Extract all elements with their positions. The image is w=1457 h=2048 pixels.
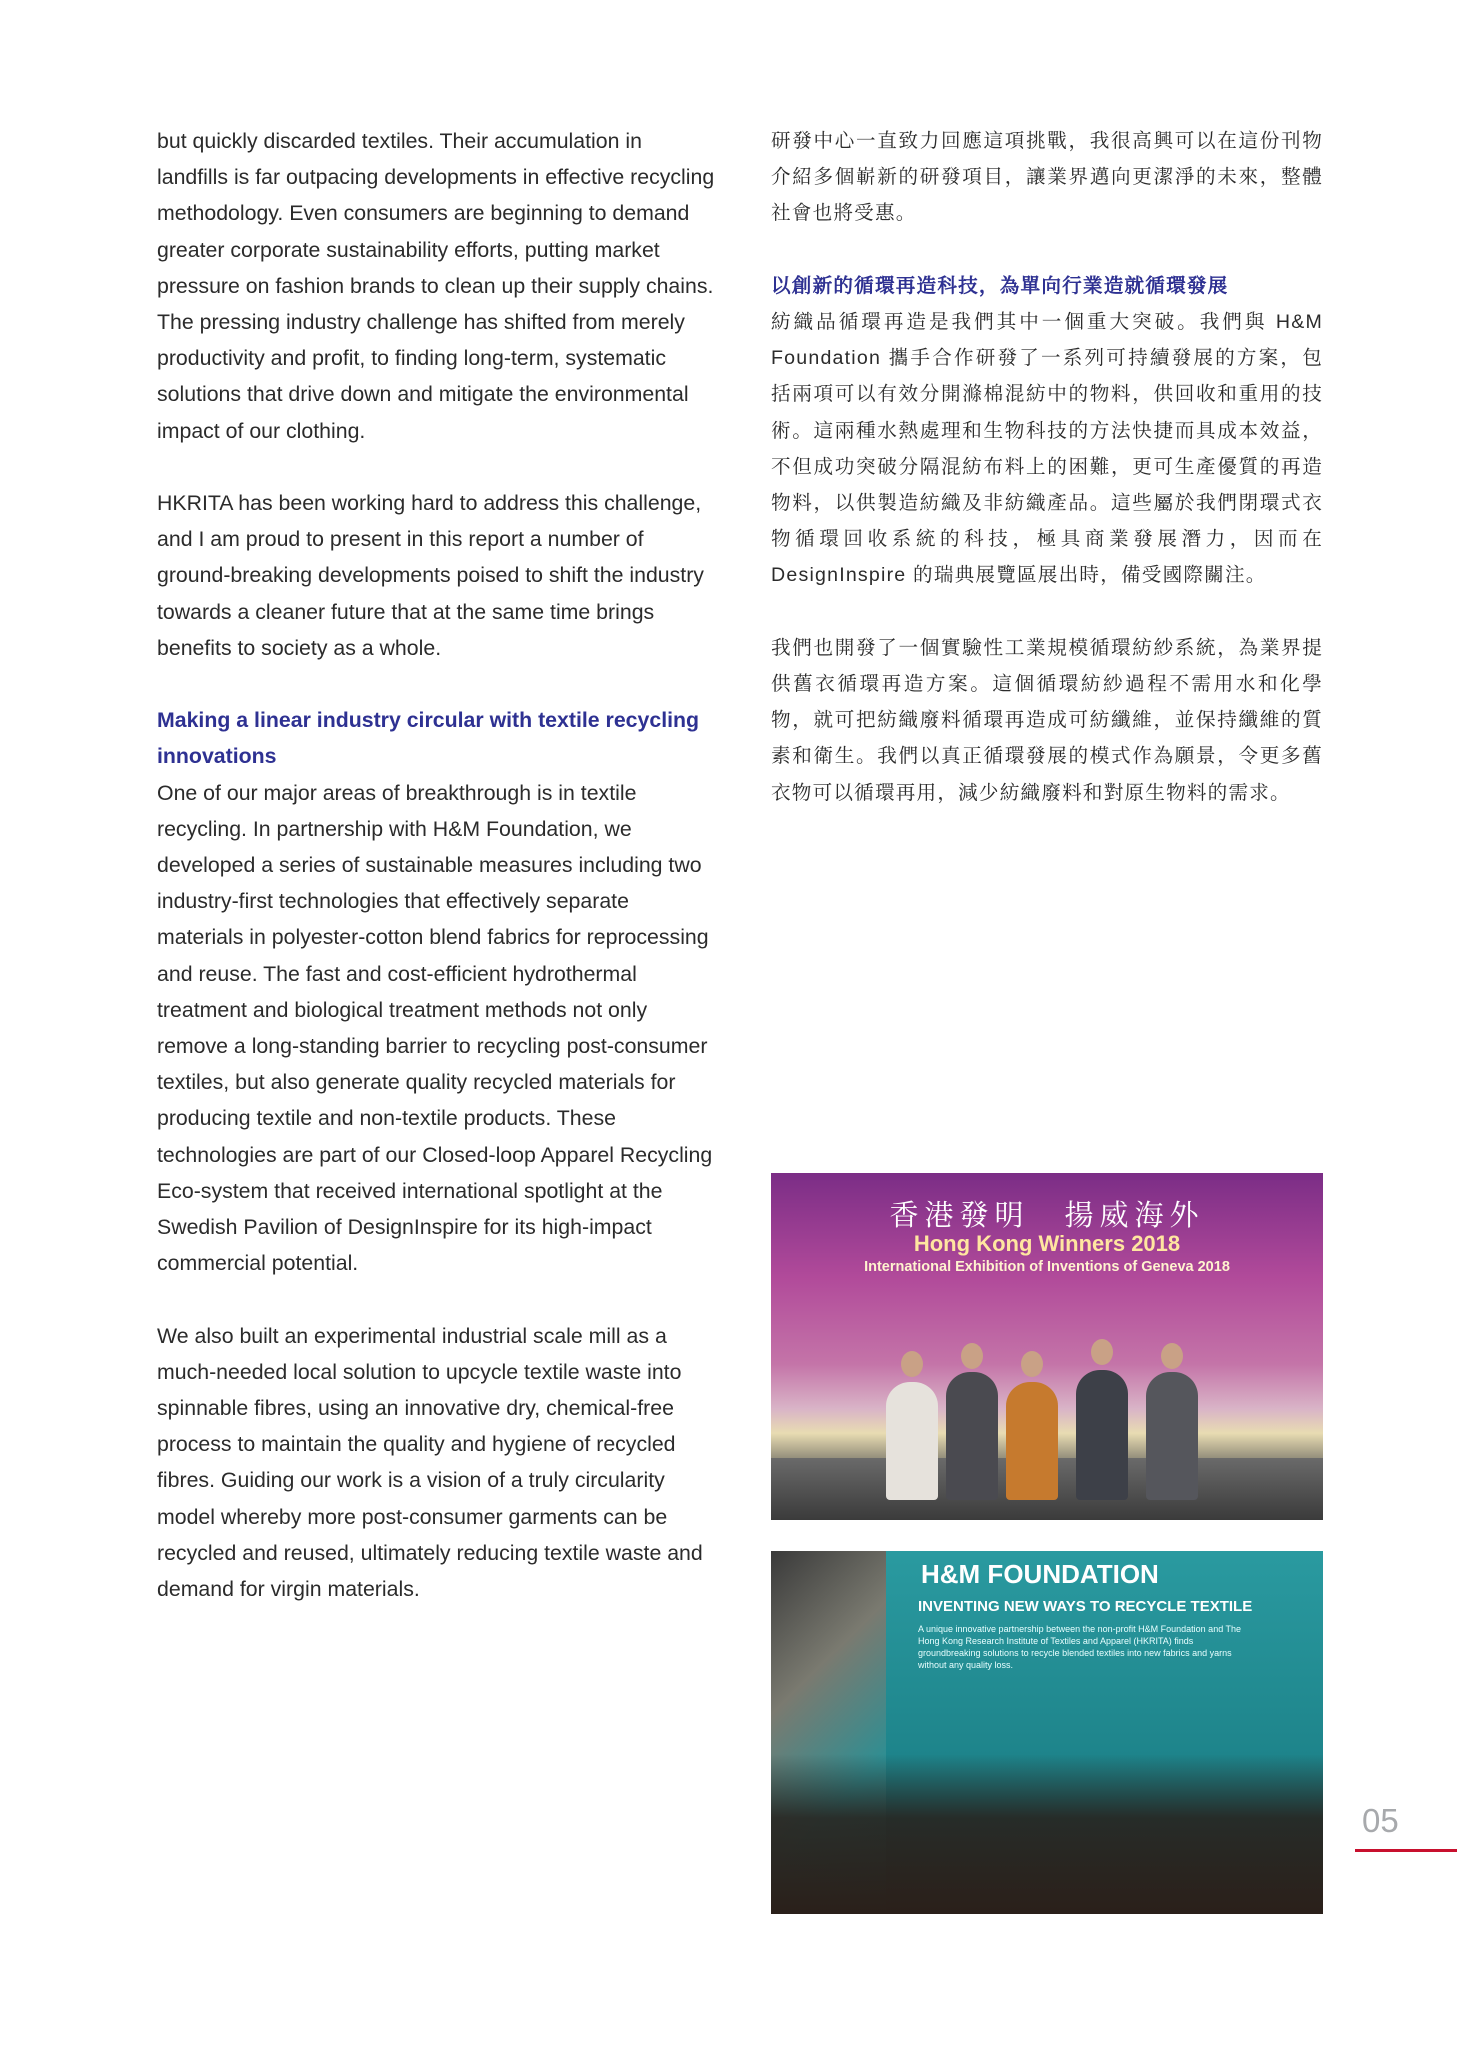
person-head [1161, 1343, 1183, 1369]
booth-blurb: A unique innovative partnership between the non-profit H&M Foundation and The Hong Kong Research Institute of Textiles and Apparel (HKRITA) finds groundbreaking solutions to recycle blended textiles into new fabrics and yarns without any quality loss. [918, 1624, 1242, 1670]
exhibition-booth-photo [771, 1551, 1323, 1914]
award-ceremony-photo [771, 1173, 1323, 1520]
page-number: 05 [1362, 1802, 1399, 1839]
chinese-column [771, 123, 1323, 847]
person-figure [886, 1382, 938, 1500]
chinese-paragraph-3: 我們也開發了一個實驗性工業規模循環紡紗系統，為業界提供舊衣循環再造方案。這個循環紡紗過程不需用水和化學物，就可把紡織廢料循環再造成可紡纖維，並保持纖維的質素和衛生。我們以真正循環發展的模式作為願景，令更多舊衣物可以循環再用，減少紡織廢料和對原生物料的需求。 [771, 636, 1323, 804]
english-paragraph-3: One of our major areas of breakthrough is in textile recycling. In partnership with H&M Foundation, we developed a series of sustainable measures including two industry-first technologies that effectively separate materials in polyester-cotton blend fabrics for reprocessing and reuse. The fast and cost-efficient hydrothermal treatment and biological treatment methods not only remove a long-standing barrier to recycling post-consumer textiles, but also generate quality recycled materials for producing textile and non-textile products. These technologies are part of our Closed-loop Apparel Recycling Eco-system that received international spotlight at the Swedish Pavilion of DesignInspire for its high-impact commercial potential. [157, 780, 713, 1276]
person-figure [946, 1372, 998, 1500]
hm-foundation-logo: H&M FOUNDATION [921, 1559, 1159, 1589]
english-column [157, 123, 717, 1643]
person-figure [1006, 1382, 1058, 1500]
person-head [901, 1351, 923, 1377]
chinese-paragraph-2: 紡織品循環再造是我們其中一個重大突破。我們與 H&M Foundation 攜手合作研發了一系列可持續發展的方案，包括兩項可以有效分開滌棉混紡中的物料，供回收和重用的技術。這兩種水熱處理和生物科技的方法快捷而具成本效益，不但成功突破分隔混紡布料上的困難，更可生產優質的再造物料，以供製造紡織及非紡織產品。這些屬於我們閉環式衣物循環回收系統的科技，極具商業發展潛力，因而在 DesignInspire 的瑞典展覽區展出時，備受國際關注。 [771, 311, 1323, 587]
person-figure [1076, 1370, 1128, 1500]
booth-headline: INVENTING NEW WAYS TO RECYCLE TEXTILE [918, 1598, 1253, 1615]
person-head [961, 1343, 983, 1369]
person-head [1021, 1351, 1043, 1377]
photo-banner-title-en: Hong Kong Winners 2018 [913, 1231, 1181, 1256]
chinese-section-heading: 以創新的循環再造科技，為單向行業造就循環發展 [771, 274, 1229, 297]
person-head [1091, 1339, 1113, 1365]
english-section-heading: Making a linear industry circular with textile recycling innovations [157, 708, 700, 769]
person-figure [1146, 1372, 1198, 1500]
photo-banner-subtitle: International Exhibition of Inventions of Geneva 2018 [864, 1259, 1230, 1275]
chinese-paragraph-1: 研發中心一直致力回應這項挑戰，我很高興可以在這份刊物介紹多個嶄新的研發項目，讓業界邁向更潔淨的未來，整體社會也將受惠。 [771, 130, 1323, 225]
english-paragraph-1: but quickly discarded textiles. Their accumulation in landfills is far outpacing developments in effective recycling methodology. Even consumers are beginning to demand greater corporate sustainability efforts, putting market pressure on fashion brands to clean up their supply chains. The pressing industry challenge has shifted from merely productivity and profit, to finding long-term, systematic solutions that drive down and mitigate the environmental impact of our clothing. [157, 129, 715, 443]
english-paragraph-4: We also built an experimental industrial scale mill as a much-needed local solution to upcycle textile waste into spinnable fibres, using an innovative dry, chemical-free process to maintain the quality and hygiene of recycled fibres. Guiding our work is a vision of a truly circularity model whereby more post-consumer garments can be recycled and reused, ultimately reducing textile waste and demand for virgin materials. [157, 1323, 703, 1602]
visitor-crowd [771, 1754, 1323, 1914]
page-number-rule [1355, 1849, 1457, 1852]
photo-banner-title-zh: 香港發明 揚威海外 [889, 1198, 1205, 1232]
english-paragraph-2: HKRITA has been working hard to address this challenge, and I am proud to present in this report a number of ground-breaking developments poised to shift the industry towards a cleaner future that at the same time brings benefits to society as a whole. [157, 491, 704, 660]
